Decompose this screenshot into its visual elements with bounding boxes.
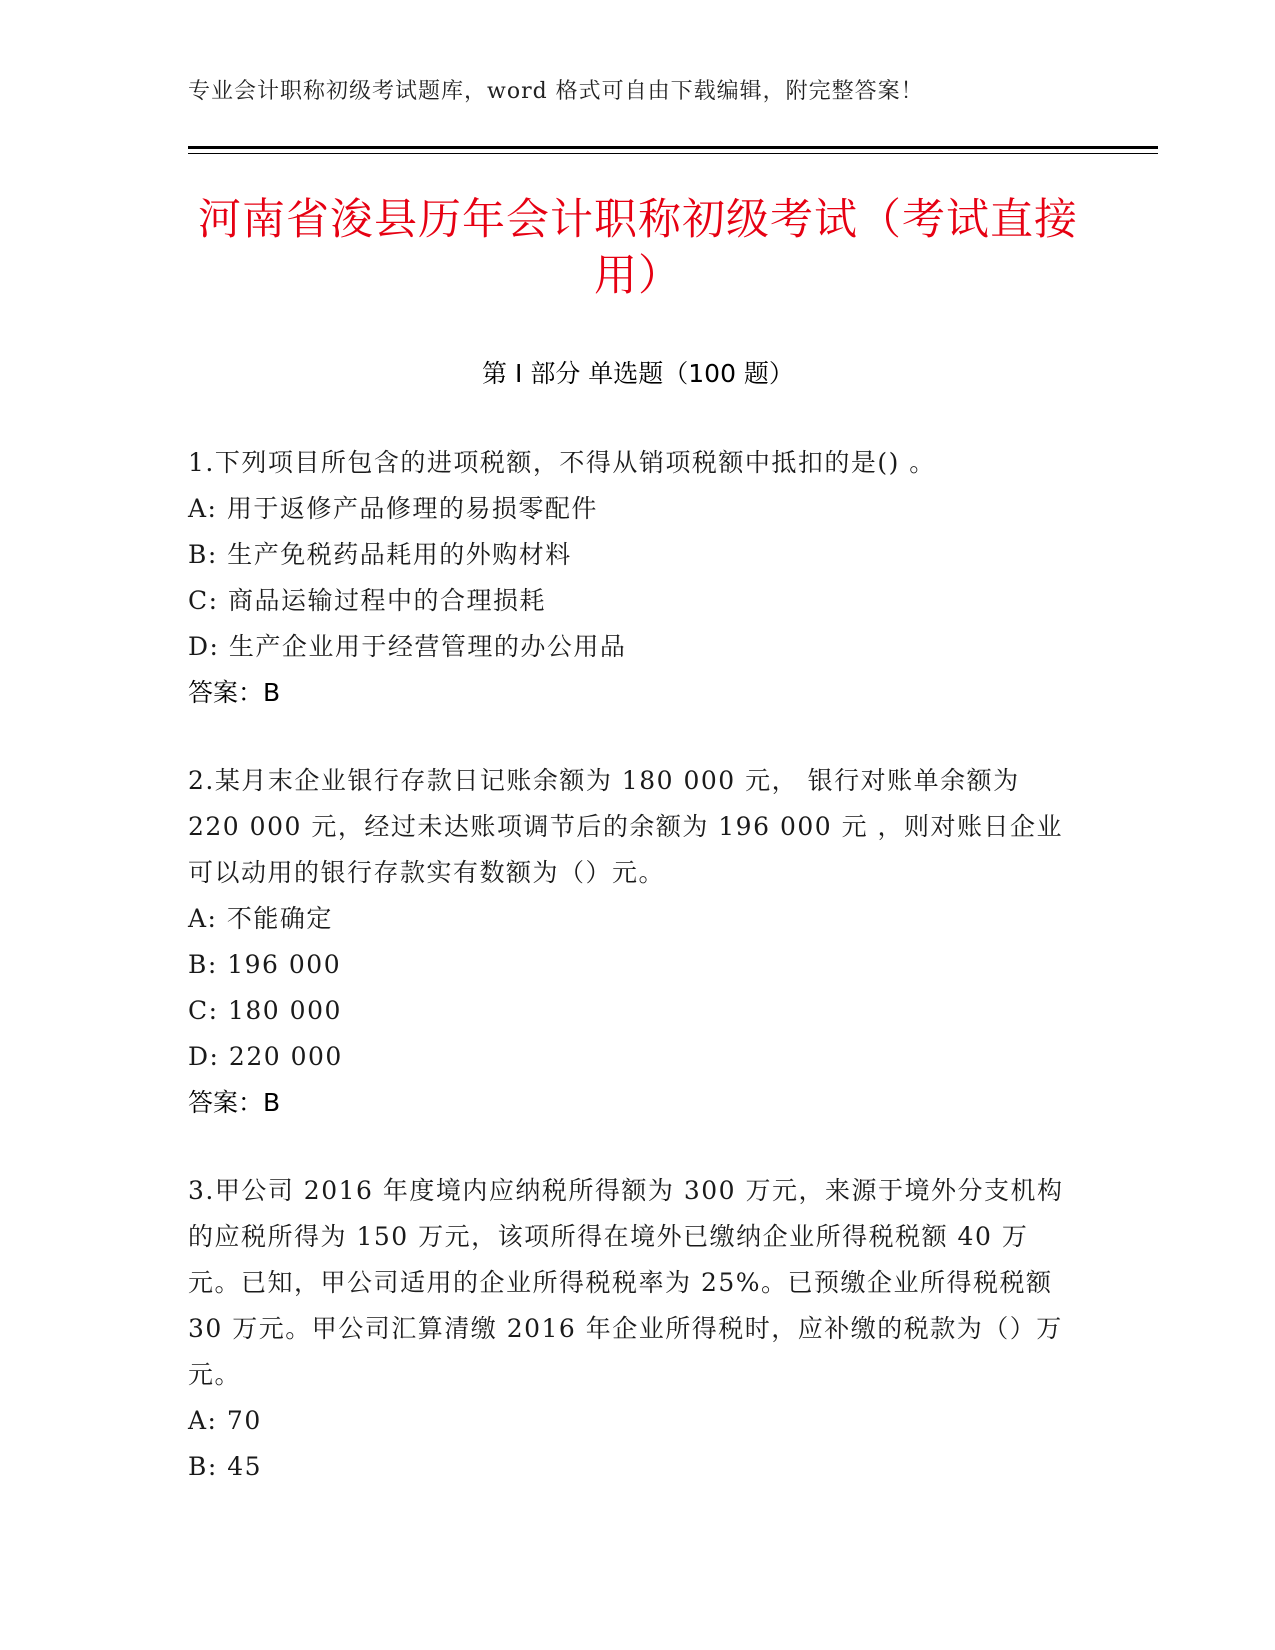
document-title: 河南省浚县历年会计职称初级考试（考试直接用） <box>198 195 1078 301</box>
option-c: C: 商品运输过程中的合理损耗 <box>188 586 546 615</box>
section-heading: 第 I 部分 单选题（100 题） <box>482 359 794 388</box>
option-a: A: 70 <box>188 1406 262 1435</box>
question-stem: 2.某月末企业银行存款日记账余额为 180 000 元， 银行对账单余额为 220 000 元，经过未达账项调节后的余额为 196 000 元 ，则对账日企业可以动用的银行存款实有数额为（）元。 <box>188 766 1064 887</box>
question-3 <box>188 1168 1078 1490</box>
question-stem: 3.甲公司 2016 年度境内应纳税所得额为 300 万元，来源于境外分支机构的应税所得为 150 万元，该项所得在境外已缴纳企业所得税税额 40 万元。已知，甲公司适用的企业所得税税率为 25%。已预缴企业所得税税额 30 万元。甲公司汇算清缴 2016 年企业所得税时，应补缴的税款为（）万元。 <box>188 1176 1064 1389</box>
question-1 <box>188 440 1078 716</box>
header-note: 专业会计职称初级考试题库，word 格式可自由下载编辑，附完整答案！ <box>188 79 924 104</box>
question-2 <box>188 758 1078 1126</box>
header-divider-thin <box>188 153 1158 154</box>
option-b: B: 196 000 <box>188 950 342 979</box>
option-c: C: 180 000 <box>188 996 342 1025</box>
answer: 答案：B <box>188 678 281 707</box>
option-d: D: 生产企业用于经营管理的办公用品 <box>188 632 627 661</box>
option-b: B: 45 <box>188 1452 263 1481</box>
option-a: A: 用于返修产品修理的易损零配件 <box>188 494 598 523</box>
answer: 答案：B <box>188 1088 281 1117</box>
question-stem: 1.下列项目所包含的进项税额，不得从销项税额中抵扣的是() 。 <box>188 448 936 477</box>
option-a: A: 不能确定 <box>188 904 333 933</box>
option-b: B: 生产免税药品耗用的外购材料 <box>188 540 572 569</box>
header-divider-thick <box>188 146 1158 149</box>
option-d: D: 220 000 <box>188 1042 343 1071</box>
